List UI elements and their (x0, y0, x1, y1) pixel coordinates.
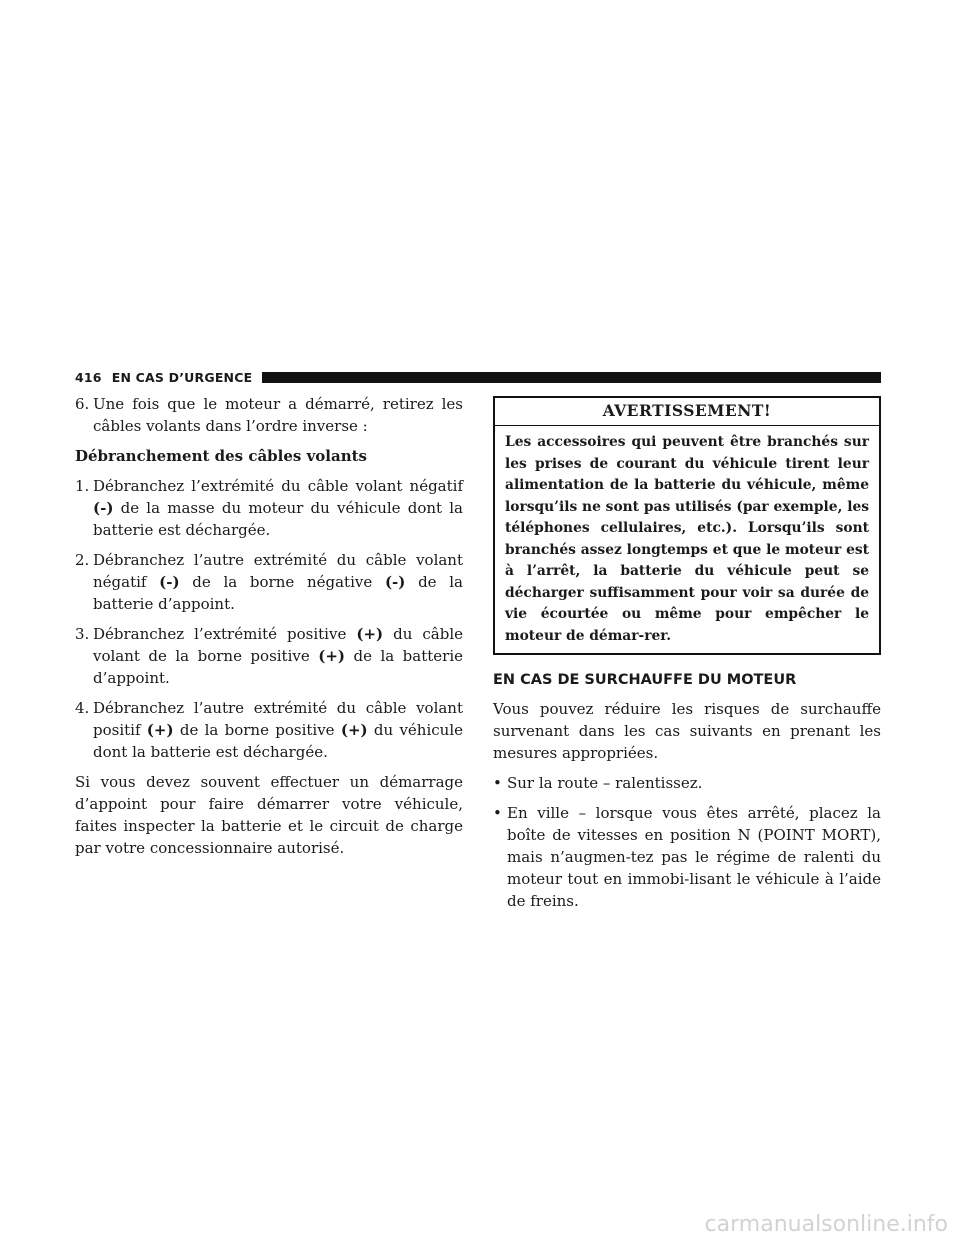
polarity-symbol: (-) (93, 499, 114, 517)
step-text: Débranchez l’autre extrémité du câble volant négatif (-) de la borne négative (-) de la batterie d’appoint. (93, 551, 463, 613)
step-number: 4. (75, 699, 90, 717)
step-text: Débranchez l’extrémité positive (+) du câble volant de la borne positive (+) de la batterie d’appoint. (93, 625, 463, 687)
polarity-symbol: (-) (384, 573, 406, 591)
polarity-symbol: (+) (356, 625, 384, 643)
page-header (75, 369, 881, 385)
polarity-symbol: (+) (340, 721, 368, 739)
closing-paragraph: Si vous devez souvent effectuer un démarrage d’appoint pour faire démarrer votre véhicule, faites inspecter la batterie et le circuit de charge par votre concessionnaire autorisé. (75, 773, 463, 857)
subheading: Débranchement des câbles volants (75, 447, 367, 465)
bullet-icon: • (493, 774, 502, 792)
step-text: Débranchez l’extrémité du câble volant négatif (-) de la masse du moteur du véhicule dont la batterie est déchargée. (93, 477, 463, 539)
step-number: 6. (75, 395, 90, 413)
step-number: 2. (75, 551, 90, 569)
right-column (493, 396, 881, 920)
section-heading: EN CAS DE SURCHAUFFE DU MOTEUR (493, 672, 797, 688)
step-4 (75, 697, 463, 763)
intro-paragraph: Vous pouvez réduire les risques de surchauffe survenant dans les cas suivants en prenant les mesures appropriées. (493, 700, 881, 762)
bullet-icon: • (493, 804, 502, 822)
step-3 (75, 623, 463, 689)
step-number: 3. (75, 625, 90, 643)
warning-title: AVERTISSEMENT! (495, 398, 879, 426)
polarity-symbol: (+) (318, 647, 345, 665)
step-text: Une fois que le moteur a démarré, retirez les câbles volants dans l’ordre inverse : (93, 395, 463, 435)
step-number: 1. (75, 477, 90, 495)
step-text: Débranchez l’autre extrémité du câble volant positif (+) de la borne positive (+) du véhicule dont la batterie est déchargée. (93, 699, 463, 761)
step-6 (75, 393, 463, 437)
watermark: carmanualsonline.info (704, 1212, 948, 1237)
step-1 (75, 475, 463, 541)
bullet-text: En ville – lorsque vous êtes arrêté, placez la boîte de vitesses en position N (POINT MORT), mais n’augmen-tez pas le régime de ralenti du moteur tout en immobi-lisant le véhicule à l’aide de freins. (507, 804, 881, 910)
bullet-item (493, 802, 881, 912)
section-title: EN CAS D’URGENCE (111, 369, 253, 385)
warning-text: Les accessoires qui peuvent être branchés sur les prises de courant du véhicule tirent leur alimentation de la batterie du véhicule, même lorsqu’ils ne sont pas utilisés (par exemple, les téléphones cellulaires, etc.). Lorsqu’ils sont branchés assez longtemps et que le moteur est à l’arrêt, la batterie du véhicule peut se décharger suffisamment pour voir sa durée de vie écourtée ou même pour empêcher le moteur de démar-rer. (505, 434, 869, 644)
polarity-symbol: (+) (146, 721, 174, 739)
left-column (75, 393, 463, 867)
header-rule (262, 372, 881, 383)
warning-box (493, 396, 881, 655)
step-2 (75, 549, 463, 615)
polarity-symbol: (-) (159, 573, 180, 591)
page-number: 416 (75, 369, 102, 385)
bullet-text: Sur la route – ralentissez. (507, 774, 703, 792)
bullet-item (493, 772, 881, 794)
